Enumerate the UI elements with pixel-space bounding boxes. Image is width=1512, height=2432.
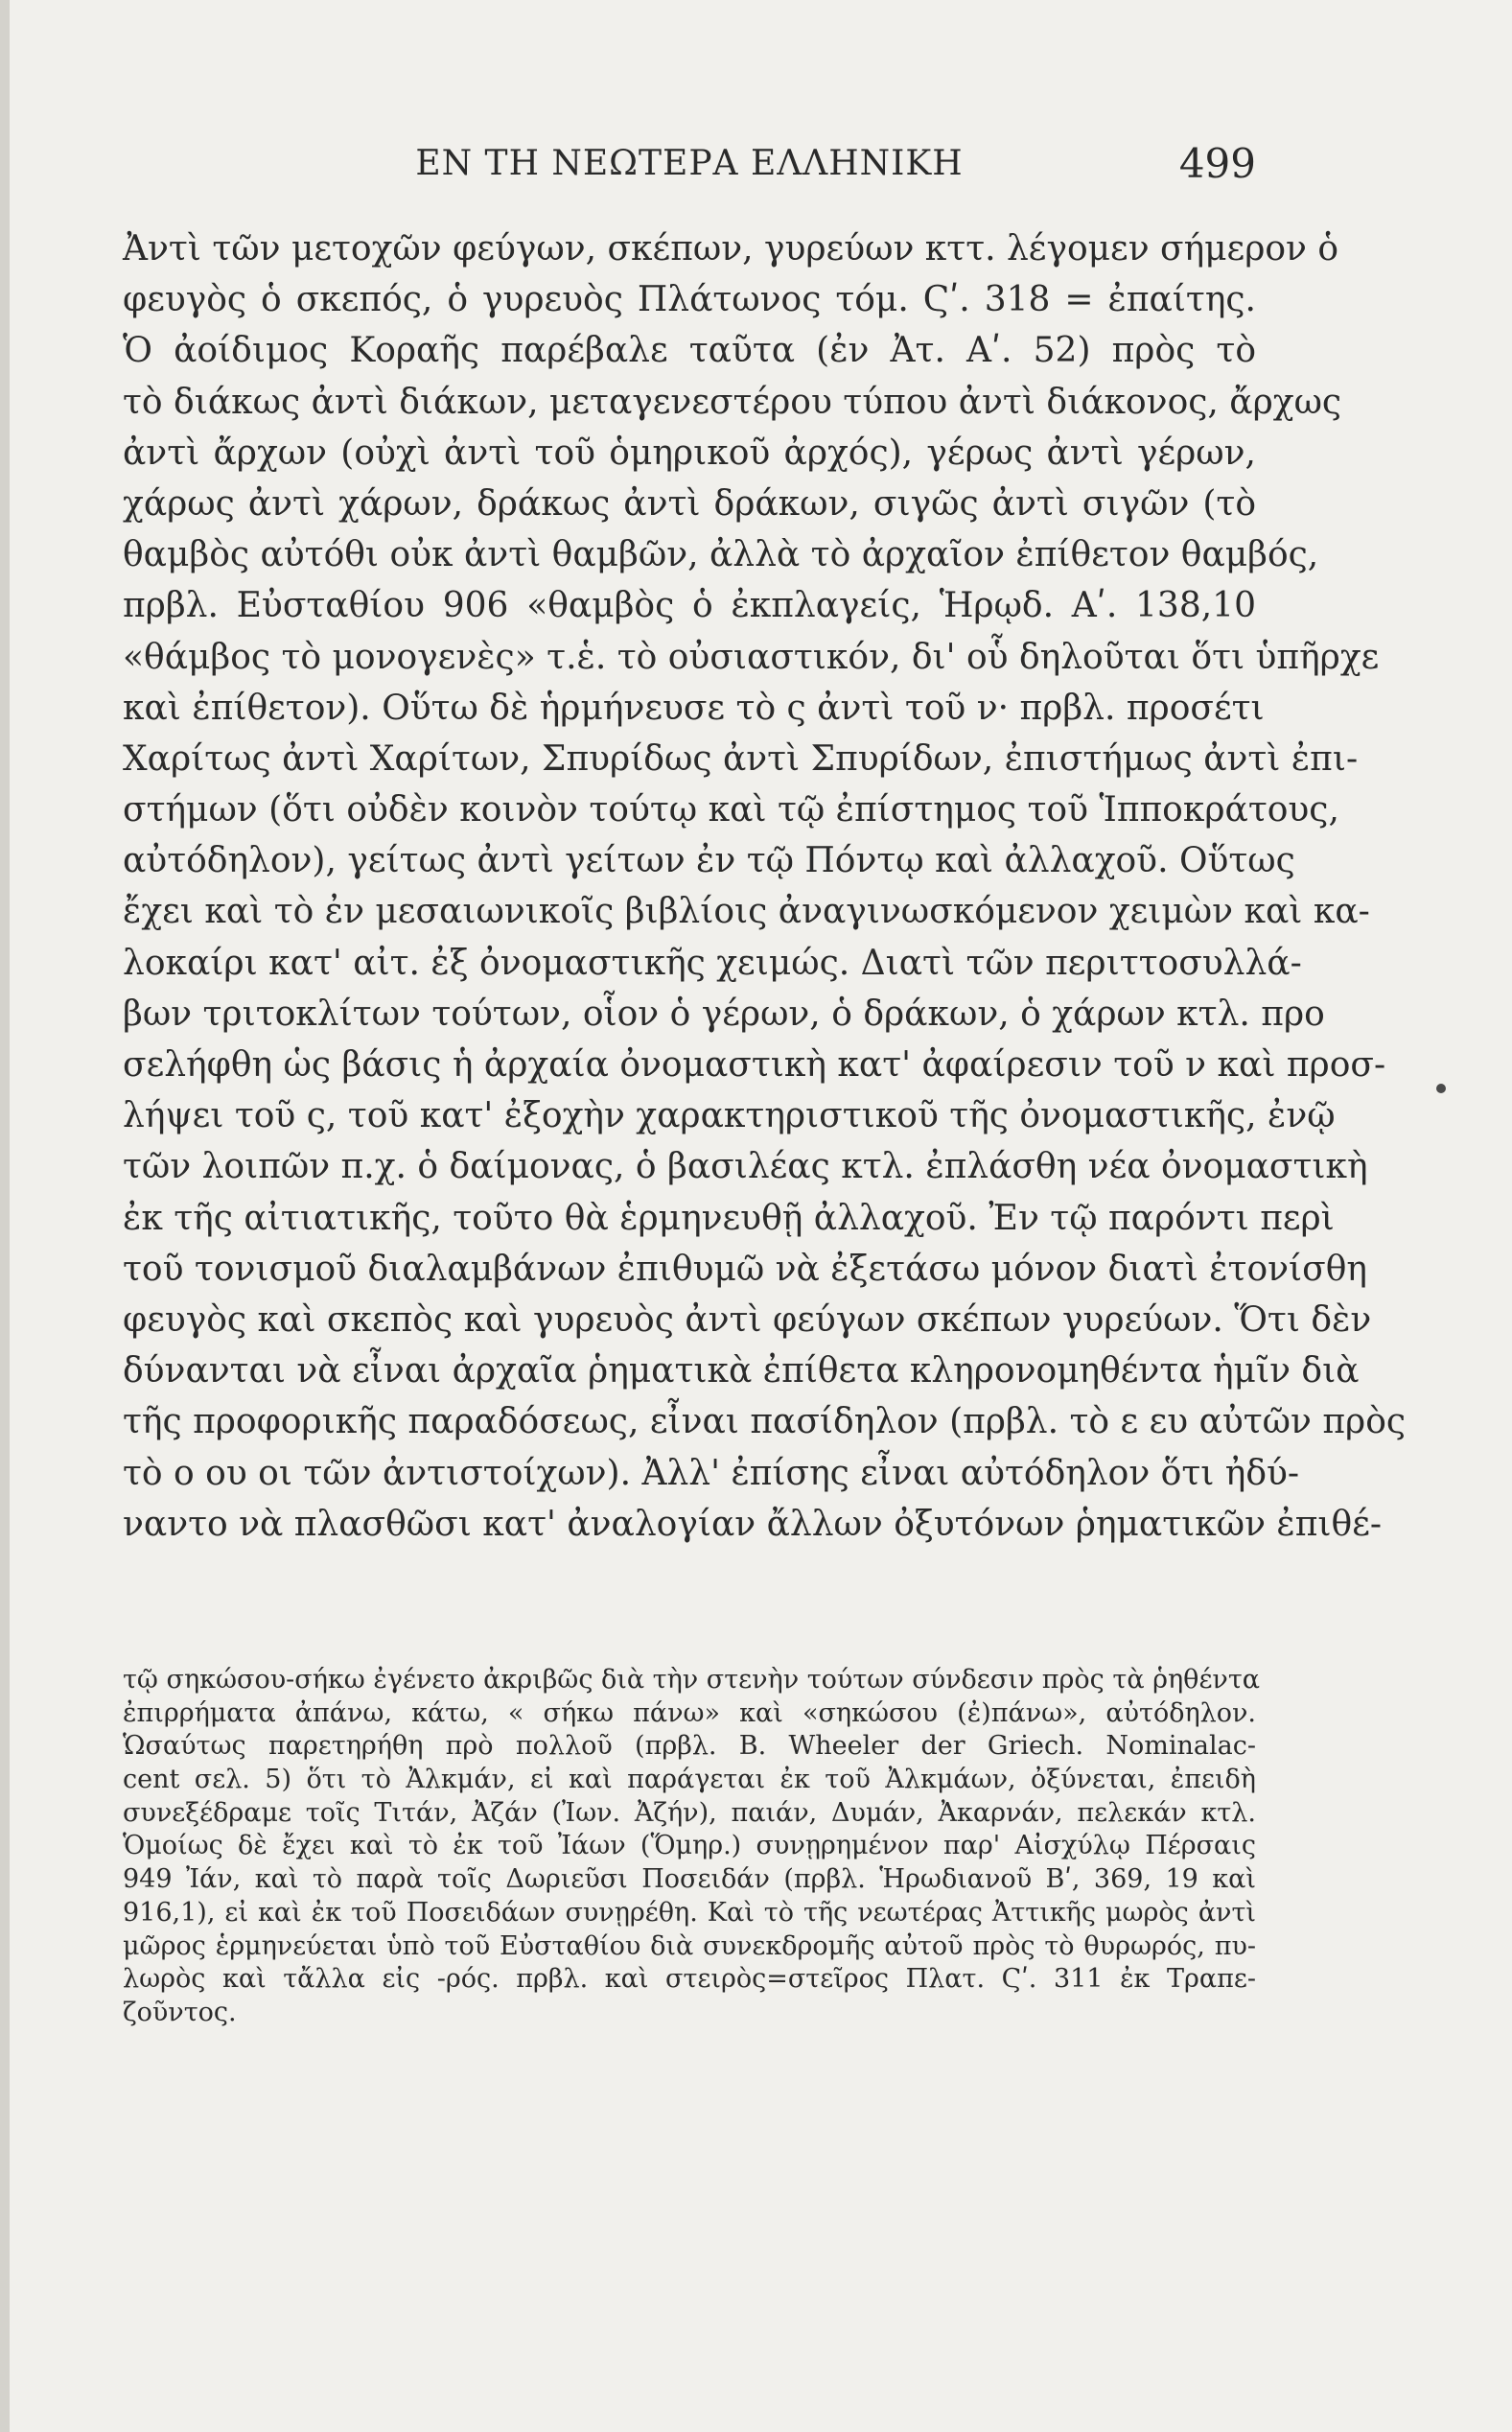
body-line: τοῦ τονισμοῦ διαλαμβάνων ἐπιθυμῶ νὰ ἐξετάσω μόνον διατὶ ἐτονίσθη <box>123 1249 1367 1289</box>
body-line: ἔχει καὶ τὸ ἐν μεσαιωνικοῖς βιβλίοις ἀναγινωσκόμενον χειμὼν καὶ κα- <box>123 892 1370 932</box>
body-line: δύνανται νὰ εἶναι ἀρχαῖα ῥηματικὰ ἐπίθετα κληρονομηθέντα ἡμῖν διὰ <box>123 1351 1360 1391</box>
body-line: αὐτόδηλον), γείτως ἀντὶ γείτων ἐν τῷ Πόντῳ καὶ ἀλλαχοῦ. Οὕτως <box>123 841 1295 881</box>
body-line: ἐκ τῆς αἰτιατικῆς, τοῦτο θὰ ἑρμηνευθῇ ἀλλαχοῦ. Ἐν τῷ παρόντι περὶ <box>123 1198 1335 1238</box>
body-line: ναντο νὰ πλασθῶσι κατ' ἀναλογίαν ἄλλων ὀξυτόνων ῥηματικῶν ἐπιθέ- <box>123 1504 1383 1544</box>
footnote-line: Ὁμοίως δὲ ἔχει καὶ τὸ ἐκ τοῦ Ἰάων (Ὅμηρ.) συνῃρημένον παρ' Αἰσχύλῳ Πέρσαις <box>123 1831 1256 1861</box>
footnotes <box>123 1664 1261 2030</box>
body-line: στήμων (ὅτι οὐδὲν κοινὸν τούτῳ καὶ τῷ ἐπίστημος τοῦ Ἱπποκράτους, <box>123 790 1339 830</box>
footnote-line: ἐπιρρήματα ἀπάνω, κάτω, « σήκω πάνω» καὶ «σηκώσου (ἐ)πάνω», αὐτόδηλον. <box>123 1697 1256 1728</box>
footnote-line: 916,1), εἰ καὶ ἐκ τοῦ Ποσειδάων συνῃρέθη. Καὶ τὸ τῆς νεωτέρας Ἀττικῆς μωρὸς ἀντὶ <box>123 1897 1256 1928</box>
body-line: φευγὸς ὁ σκεπός, ὁ γυρευὸς Πλάτωνος τόμ. Ϛʹ. 318 = ἐπαίτης. <box>123 280 1256 320</box>
body-line: τὸ διάκως ἀντὶ διάκων, μεταγενεστέρου τύπου ἀντὶ διάκονος, ἄρχως <box>123 382 1342 422</box>
body-line: Ὁ ἀοίδιμος Κοραῆς παρέβαλε ταῦτα (ἐν Ἀτ. Αʹ. 52) πρὸς τὸ <box>123 331 1256 371</box>
footnote-line: ζοῦντος. <box>123 1997 237 2027</box>
body-line: φευγὸς καὶ σκεπὸς καὶ γυρευὸς ἀντὶ φεύγων σκέπων γυρεύων. Ὅτι δὲν <box>123 1299 1372 1340</box>
footnote-line: cent σελ. 5) ὅτι τὸ Ἀλκμάν, εἰ καὶ παράγεται ἐκ τοῦ Ἀλκμάων, ὀξύνεται, ἐπειδὴ <box>123 1765 1256 1795</box>
running-title: ΕΝ ΤΗ ΝΕΩΤΕΡΑ ΕΛΛΗΝΙΚΗ <box>415 144 964 183</box>
body-line: τὸ ο ου οι τῶν ἀντιστοίχων). Ἀλλ' ἐπίσης εἶναι αὐτόδηλον ὅτι ἠδύ- <box>123 1453 1300 1493</box>
footnote-line: τῷ σηκώσου-σήκω ἐγένετο ἀκριβῶς διὰ τὴν στενὴν τούτων σύνδεσιν πρὸς τὰ ῥηθέντα <box>123 1665 1261 1695</box>
body-line: Χαρίτως ἀντὶ Χαρίτων, Σπυρίδως ἀντὶ Σπυρίδων, ἐπιστήμως ἀντὶ ἐπι- <box>123 738 1359 779</box>
footnote-line: μῶρος ἑρμηνεύεται ὑπὸ τοῦ Εὐσταθίου διὰ συνεκδρομῆς αὐτοῦ πρὸς τὸ θυρωρός, πυ- <box>123 1930 1256 1961</box>
page-edge-shadow <box>0 0 10 2432</box>
body-line: λοκαίρι κατ' αἰτ. ἐξ ὀνομαστικῆς χειμώς. Διατὶ τῶν περιττοσυλλά- <box>123 943 1302 983</box>
body-line: πρβλ. Εὐσταθίου 906 «θαμβὸς ὁ ἐκπλαγείς, Ἡρῳδ. Αʹ. 138,10 <box>123 586 1256 626</box>
footnote-line: συνεξέδραμε τοῖς Τιτάν, Ἀζάν (Ἰων. Ἀζήν), παιάν, Δυμάν, Ἀκαρνάν, πελεκάν κτλ. <box>123 1797 1256 1828</box>
body-line: τῆς προφορικῆς παραδόσεως, εἶναι πασίδηλον (πρβλ. τὸ ε ευ αὐτῶν πρὸς <box>123 1402 1407 1442</box>
body-line: Ἀντὶ τῶν μετοχῶν φεύγων, σκέπων, γυρεύων κττ. λέγομεν σήμερον ὁ <box>123 229 1339 269</box>
body-line: ἀντὶ ἄρχων (οὐχὶ ἀντὶ τοῦ ὁμηρικοῦ ἀρχός), γέρως ἀντὶ γέρων, <box>123 433 1256 473</box>
page-header <box>123 140 1256 198</box>
body-line: χάρως ἀντὶ χάρων, δράκως ἀντὶ δράκων, σιγῶς ἀντὶ σιγῶν (τὸ <box>123 483 1256 524</box>
ink-spot <box>1436 1084 1446 1093</box>
body-line: σελήφθη ὡς βάσις ἡ ἀρχαία ὀνομαστικὴ κατ' ἀφαίρεσιν τοῦ ν καὶ προσ- <box>123 1045 1386 1085</box>
page-number: 499 <box>1178 140 1256 187</box>
body-text <box>123 223 1407 1550</box>
body-line: καὶ ἐπίθετον). Οὕτω δὲ ἡρμήνευσε τὸ ς ἀντὶ τοῦ ν· πρβλ. προσέτι <box>123 688 1265 728</box>
footnote-line: λωρὸς καὶ τἄλλα εἰς -ρός. πρβλ. καὶ στειρὸς=στεῖρος Πλατ. Ϛʹ. 311 ἐκ Τραπε- <box>123 1964 1256 1995</box>
footnote-line: Ὡσαύτως παρετηρήθη πρὸ πολλοῦ (πρβλ. B. Wheeler der Griech. Nominalac- <box>123 1731 1256 1762</box>
footnote-line: 949 Ἰάν, καὶ τὸ παρὰ τοῖς Δωριεῦσι Ποσειδάν (πρβλ. Ἡρωδιανοῦ Βʹ, 369, 19 καὶ <box>123 1864 1256 1895</box>
body-line: «θάμβος τὸ μονογενὲς» τ.ἑ. τὸ οὐσιαστικόν, δι' οὗ δηλοῦται ὅτι ὑπῆρχε <box>123 637 1380 677</box>
body-line: θαμβὸς αὐτόθι οὐκ ἀντὶ θαμβῶν, ἀλλὰ τὸ ἀρχαῖον ἐπίθετον θαμβός, <box>123 535 1319 575</box>
body-line: τῶν λοιπῶν π.χ. ὁ δαίμονας, ὁ βασιλέας κτλ. ἐπλάσθη νέα ὀνομαστικὴ <box>123 1147 1368 1187</box>
body-line: βων τριτοκλίτων τούτων, οἷον ὁ γέρων, ὁ δράκων, ὁ χάρων κτλ. προ <box>123 994 1325 1034</box>
body-line: λήψει τοῦ ς, τοῦ κατ' ἐξοχὴν χαρακτηριστικοῦ τῆς ὀνομαστικῆς, ἐνῷ <box>123 1096 1336 1136</box>
